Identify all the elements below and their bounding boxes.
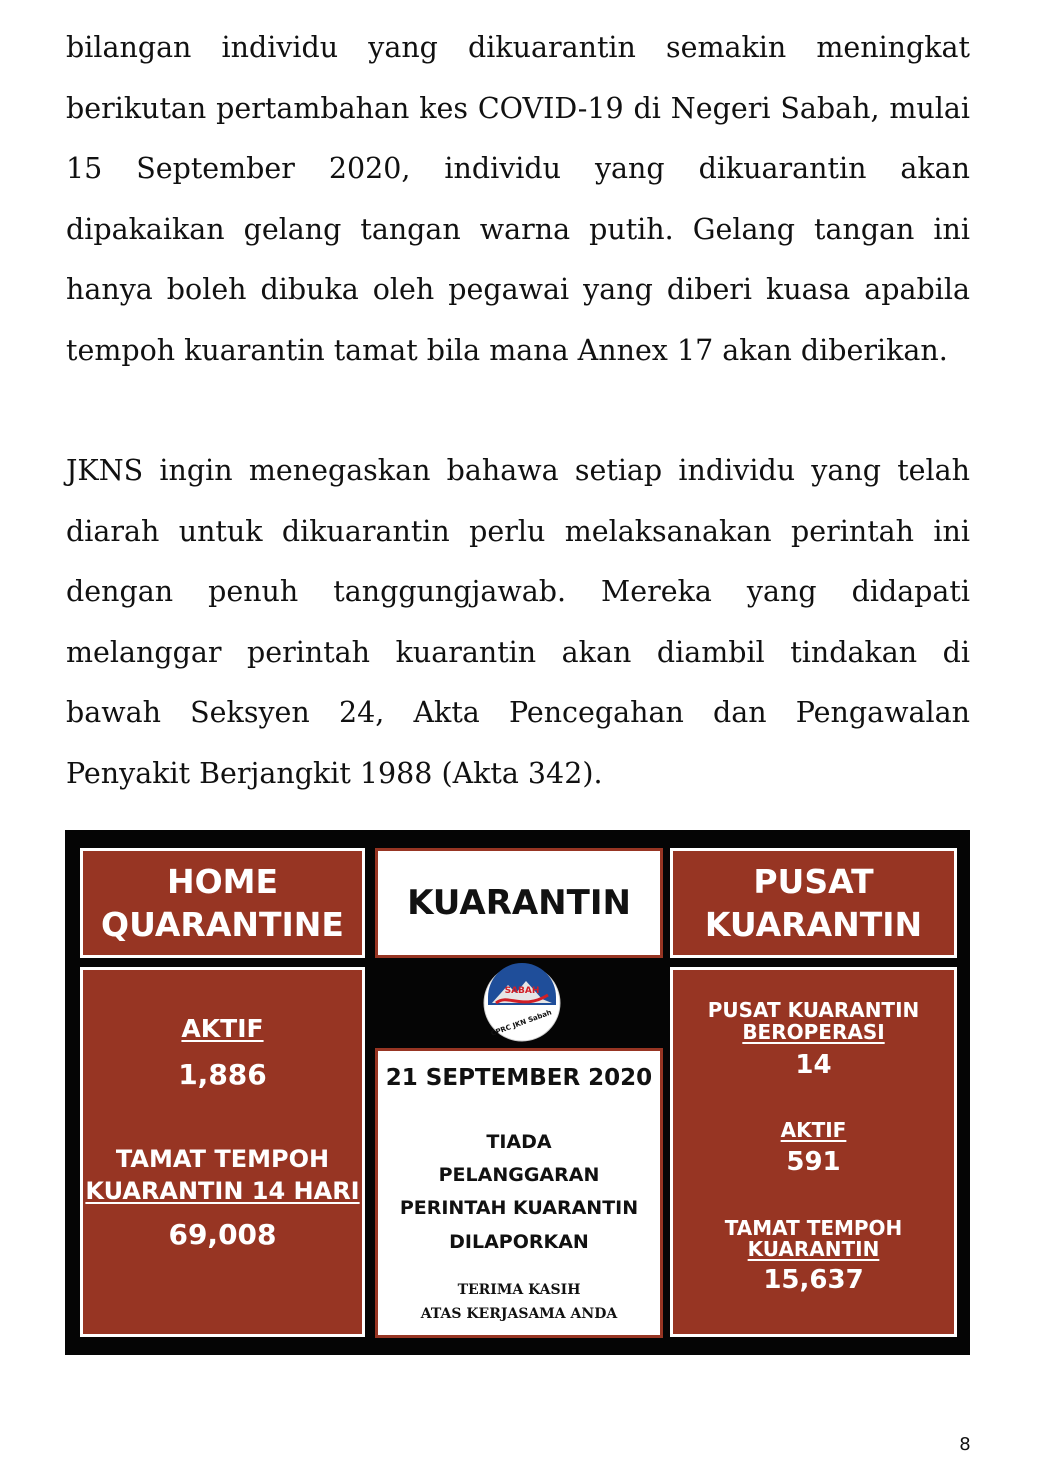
hq-tamat-value: 69,008 <box>168 1218 277 1251</box>
pk-aktif-value: 591 <box>786 1147 841 1177</box>
cprc-jkn-sabah-logo <box>482 963 562 1043</box>
report-date: 21 SEPTEMBER 2020 <box>385 1065 653 1091</box>
home-quarantine-title-line2: QUARANTINE <box>101 905 344 944</box>
pusat-kuarantin-header <box>670 848 957 958</box>
page-number: 8 <box>959 1434 971 1455</box>
pk-operasi-value: 14 <box>795 1050 832 1080</box>
body-paragraph-1: bilangan individu yang dikuarantin semakin meningkat berikutan pertambahan kes COVID-19 di Negeri Sabah, mulai 15 September 2020, individu yang dikuarantin akan dipakaikan gelang tangan warna putih. Gelang tangan ini hanya boleh dibuka oleh pegawai yang diberi kuasa apabila tempoh kuarantin tamat bila mana Annex 17 akan diberikan. <box>66 31 970 367</box>
pusat-kuarantin-title-line2: KUARANTIN <box>704 905 923 944</box>
status-msg-line1: TIADA <box>486 1131 552 1153</box>
pusat-kuarantin-panel <box>670 967 957 1337</box>
home-quarantine-header <box>80 848 365 958</box>
thanks-line2: ATAS KERJASAMA ANDA <box>420 1306 618 1322</box>
pk-operasi-label-line2: BEROPERASI <box>742 1020 885 1044</box>
pk-operasi-label-line1: PUSAT KUARANTIN <box>707 998 920 1022</box>
home-quarantine-title-line1: HOME <box>166 862 279 901</box>
pk-tamat-label-line2: KUARANTIN <box>747 1237 880 1261</box>
pk-tamat-value: 15,637 <box>763 1265 864 1295</box>
quarantine-infographic <box>65 830 970 1355</box>
hq-aktif-label: AKTIF <box>181 1014 264 1043</box>
daily-status-card <box>375 1048 663 1338</box>
status-msg-line4: DILAPORKAN <box>449 1231 589 1253</box>
hq-aktif-value: 1,886 <box>178 1058 267 1091</box>
status-msg-line3: PERINTAH KUARANTIN <box>399 1197 639 1219</box>
kuarantin-title: KUARANTIN <box>407 883 631 923</box>
pk-tamat-label-line1: TAMAT TEMPOH <box>724 1216 903 1240</box>
svg-text:CPRC JKN Sabah: CPRC JKN Sabah <box>489 1008 553 1038</box>
status-msg-line2: PELANGGARAN <box>438 1164 600 1186</box>
pk-aktif-label: AKTIF <box>780 1118 847 1142</box>
kuarantin-header <box>375 848 663 958</box>
home-quarantine-panel <box>80 967 365 1337</box>
thanks-line1: TERIMA KASIH <box>457 1282 581 1298</box>
svg-text:SABAH: SABAH <box>504 986 540 996</box>
body-paragraph-2: JKNS ingin menegaskan bahawa setiap individu yang telah diarah untuk dikuarantin perlu melaksanakan perintah ini dengan penuh tanggungjawab. Mereka yang didapati melanggar perintah kuarantin akan diambil tindakan di bawah Seksyen 24, Akta Pencegahan dan Pengawalan Penyakit Berjangkit 1988 (Akta 342). <box>66 454 970 790</box>
hq-tamat-label-line1: TAMAT TEMPOH <box>115 1145 330 1173</box>
pusat-kuarantin-title-line1: PUSAT <box>753 862 874 901</box>
hq-tamat-label-line2: KUARANTIN 14 HARI <box>85 1177 360 1205</box>
